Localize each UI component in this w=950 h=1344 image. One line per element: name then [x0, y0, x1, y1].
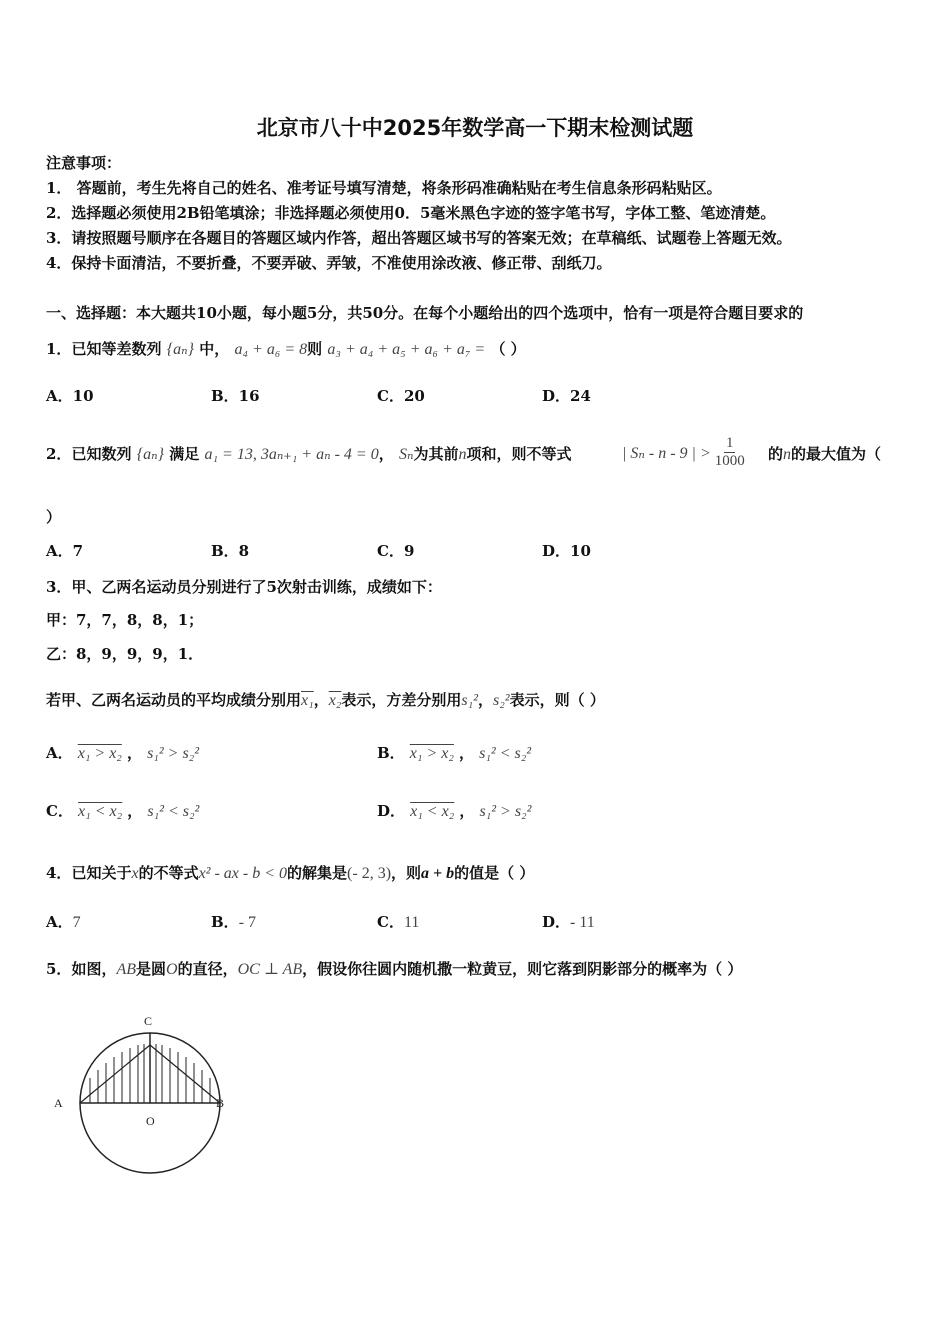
- q3-line-4: [46, 689, 605, 710]
- q4-option-c[interactable]: [377, 911, 419, 932]
- q4-text-1: 已知关于: [71, 864, 132, 882]
- notice-item-4: 4．保持卡面清洁，不要折叠，不要弄破、弄皱，不准使用涂改液、修正带、刮纸刀。: [46, 254, 612, 272]
- q3-option-b[interactable]: B． x₁ > x₂ ， s₁² < s₂²: [377, 744, 532, 762]
- q3-option-d-m2: s₁² > s₂²: [479, 803, 532, 820]
- q1-option-b[interactable]: B．16: [211, 387, 260, 405]
- q4-option-a-label: A．: [46, 913, 73, 931]
- q4-option-c-value: 11: [403, 914, 420, 931]
- q4-text-5: 的值是（ ）: [454, 864, 535, 882]
- notice-item-1: 1． 答题前，考生先将自己的姓名、准考证号填写清楚，将条形码准确粘贴在考生信息条形码粘贴区。: [46, 179, 722, 197]
- figure-label-b: B: [216, 1096, 225, 1110]
- q2-option-a[interactable]: A．7: [46, 542, 84, 560]
- q3-text-2: 表示，方差分别用: [341, 691, 462, 709]
- question-4: [46, 862, 534, 883]
- q5-text-4: ，假设你往圆内随机撒一粒黄豆，则它落到阴影部分的概率为（ ）: [302, 960, 743, 978]
- q2-sn: Sₙ: [398, 446, 414, 463]
- q1-text-3: 则: [307, 340, 323, 358]
- q1-option-a[interactable]: A．10: [46, 387, 94, 405]
- q5-text-3: 的直径，: [177, 960, 238, 978]
- q2-text-7: 的最大值为（: [791, 445, 882, 463]
- q1-number: 1．: [46, 340, 72, 358]
- q3-s2: s₂²: [493, 692, 510, 709]
- q2-fraction-numerator: 1: [725, 435, 734, 451]
- q3-option-a-label: A．: [46, 744, 73, 762]
- q2-sequence: {aₙ}: [136, 446, 164, 463]
- q2-text-1: 已知数列: [71, 445, 132, 463]
- notice-item-3: 3．请按照题号顺序在各题目的答题区域内作答，超出答题区域书写的答案无效；在草稿纸、试题卷上答题无效。: [46, 229, 792, 247]
- figure-label-c: C: [144, 1014, 153, 1028]
- q3-option-c-label: C．: [46, 802, 73, 820]
- q4-option-c-label: C．: [377, 913, 404, 931]
- q4-a-plus-b: a + b: [421, 865, 455, 882]
- q2-close-paren: ）: [46, 508, 62, 526]
- q3-option-a-m2: s₁² > s₂²: [147, 745, 200, 762]
- q3-option-c[interactable]: C． x₁ < x₂ ， s₁² < s₂²: [46, 802, 200, 820]
- q4-text-2: 的不等式: [138, 864, 199, 882]
- figure-label-a: A: [54, 1096, 63, 1110]
- q2-n: n: [458, 446, 467, 463]
- q5-text-1: 如图，: [71, 960, 117, 978]
- circle-figure: [46, 1010, 246, 1180]
- question-5: [46, 958, 742, 979]
- q3-comma: ，: [313, 691, 329, 709]
- q1-text-2: 中，: [199, 340, 230, 358]
- q1-condition: a₄ + a₆ = 8: [234, 341, 308, 358]
- q2-condition: a₁ = 13, 3aₙ₊₁ + aₙ - 4 = 0: [204, 446, 379, 463]
- q3-option-c-m1: x₁ < x₂: [78, 803, 123, 820]
- q4-option-b-label: B．: [211, 913, 239, 931]
- q2-text-2: 满足: [169, 445, 200, 463]
- q2-text-4: 为其前: [413, 445, 459, 463]
- q2-option-d[interactable]: D．10: [542, 542, 591, 560]
- q4-option-b[interactable]: [211, 911, 256, 932]
- q3-option-c-m2: s₁² < s₂²: [147, 803, 200, 820]
- q4-text-3: 的解集是: [287, 864, 348, 882]
- q2-option-c[interactable]: C．9: [377, 542, 415, 560]
- notice-heading: 注意事项：: [46, 154, 122, 172]
- figure-label-o: O: [146, 1114, 155, 1128]
- q2-ineq-left: | Sₙ - n - 9 | >: [622, 444, 711, 462]
- q5-o: O: [166, 961, 178, 978]
- q1-text-4: （ ）: [490, 340, 526, 358]
- q3-text-1: 若甲、乙两名运动员的平均成绩分别用: [46, 691, 302, 709]
- q2-text-3: ，: [378, 445, 394, 463]
- q3-s1: s₁²: [461, 692, 478, 709]
- q4-option-b-value: - 7: [238, 914, 257, 931]
- q3-option-a-m1: x₁ > x₂: [77, 745, 122, 762]
- q3-option-b-m1: x₁ > x₂: [409, 745, 454, 762]
- question-2: [46, 443, 571, 464]
- q2-text-6: 的: [768, 445, 784, 463]
- q4-option-a[interactable]: [46, 911, 81, 932]
- q3-option-a[interactable]: A． x₁ > x₂ ， s₁² > s₂²: [46, 744, 200, 762]
- q2-text-5: 项和，则不等式: [466, 445, 572, 463]
- q1-text-1: 已知等差数列: [71, 340, 162, 358]
- q3-option-d[interactable]: D． x₁ < x₂ ， s₁² > s₂²: [377, 802, 532, 820]
- q5-text-2: 是圆: [136, 960, 167, 978]
- q4-set: (- 2, 3): [347, 865, 392, 882]
- q3-option-b-label: B．: [377, 744, 405, 762]
- q4-option-d-value: - 11: [570, 914, 595, 931]
- q3-line-1: 3．甲、乙两名运动员分别进行了5次射击训练，成绩如下：: [46, 578, 442, 596]
- q4-inequality: x² - ax - b < 0: [198, 865, 288, 882]
- q4-x: x: [131, 865, 139, 882]
- question-2-tail: [768, 443, 881, 464]
- q1-option-c[interactable]: C．20: [377, 387, 425, 405]
- q1-expression: a₃ + a₄ + a₅ + a₆ + a₇ =: [327, 341, 486, 358]
- q5-perp: OC ⊥ AB: [237, 961, 303, 978]
- q3-x1: x₁: [301, 692, 314, 709]
- q3-line-3: 乙：8，9，9，9，1．: [46, 645, 204, 663]
- q2-inequality: [622, 435, 745, 470]
- q4-option-d[interactable]: [542, 911, 595, 932]
- q4-option-d-label: D．: [542, 913, 571, 931]
- q3-x2: x₂: [328, 692, 342, 709]
- q3-option-d-label: D．: [377, 802, 406, 820]
- q4-option-a-value: 7: [72, 914, 81, 931]
- q3-line-2: 甲：7，7，8，8，1；: [46, 611, 204, 629]
- q2-fraction-denominator: 1000: [714, 453, 745, 469]
- q1-sequence: {aₙ}: [166, 341, 194, 358]
- q4-text-4: ，则: [391, 864, 422, 882]
- q5-ab: AB: [116, 961, 136, 978]
- q5-number: 5．: [46, 960, 72, 978]
- page-title: 北京市八十中2025年数学高一下期末检测试题: [256, 116, 694, 140]
- q2-option-b[interactable]: B．8: [211, 542, 250, 560]
- question-1: [46, 338, 526, 359]
- q2-fraction: [715, 435, 745, 470]
- q3-comma-2: ，: [477, 691, 493, 709]
- q3-option-b-m2: s₁² < s₂²: [479, 745, 532, 762]
- q2-number: 2．: [46, 445, 72, 463]
- q1-option-d[interactable]: D．24: [542, 387, 591, 405]
- notice-item-2: 2．选择题必须使用2B铅笔填涂；非选择题必须使用0．5毫米黑色字迹的签字笔书写，字体工整、笔迹清楚。: [46, 204, 776, 222]
- q3-text-3: 表示，则（ ）: [509, 691, 605, 709]
- q4-number: 4．: [46, 864, 72, 882]
- q2-n2: n: [783, 446, 792, 463]
- q3-option-d-m1: x₁ < x₂: [410, 803, 455, 820]
- section-heading: 一、选择题：本大题共10小题，每小题5分，共50分。在每个小题给出的四个选项中，恰有一项是符合题目要求的: [46, 304, 804, 322]
